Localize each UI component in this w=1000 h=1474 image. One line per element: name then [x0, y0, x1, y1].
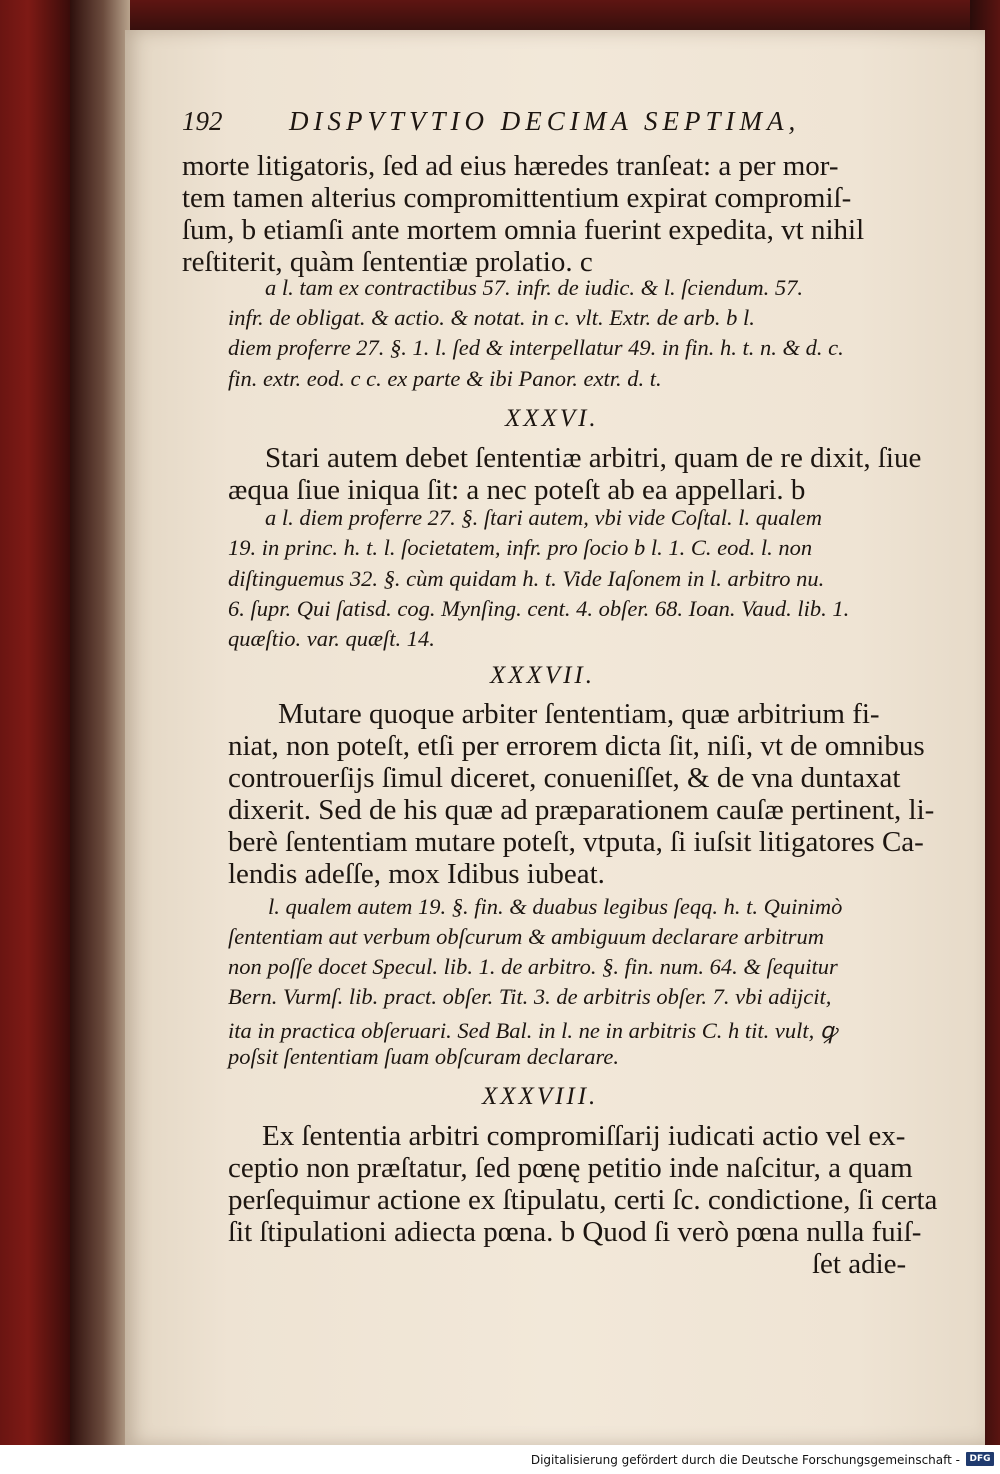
- text-line: perſequimur actione ex ſtipulatu, certi ſc. condictione, ſi certa: [228, 1184, 938, 1216]
- section-heading: XXXVIII.: [482, 1083, 599, 1110]
- note-line: l. qualem autem 19. §. fin. & duabus legibus ſeqq. h. t. Quinimò: [268, 894, 843, 919]
- note-line: fin. extr. eod. c c. ex parte & ibi Panor. extr. d. t.: [228, 366, 662, 391]
- note-line: ita in practica obſeruari. Sed Bal. in l. ne in arbitris C. h tit. vult, ꝙ: [228, 1018, 837, 1043]
- page-header: [182, 106, 832, 146]
- text-line: ſum, b etiamſi ante mortem omnia fuerint expedita, vt nihil: [182, 214, 865, 246]
- section-heading: XXXVI.: [505, 405, 599, 432]
- text-line: tem tamen alterius compromittentium expirat compromiſ-: [182, 182, 852, 214]
- note-line: a l. diem proferre 27. §. ſtari autem, vbi vide Coſtal. l. qualem: [265, 505, 823, 530]
- note-line: a l. tam ex contractibus 57. infr. de iudic. & l. ſciendum. 57.: [265, 275, 804, 300]
- note-line: Bern. Vurmſ. lib. pract. obſer. Tit. 3. de arbitris obſer. 7. vbi adijcit,: [228, 984, 832, 1009]
- page-number: 192: [182, 106, 223, 136]
- funding-credit: Digitalisierung gefördert durch die Deutsche Forschungsgemeinschaft -: [530, 1453, 960, 1467]
- section-heading: XXXVII.: [490, 662, 595, 689]
- text-line: niat, non poteſt, etſi per errorem dicta ſit, niſi, vt de omnibus: [228, 730, 925, 762]
- catchword: ſet adie-: [812, 1248, 907, 1280]
- note-line: poſsit ſententiam ſuam obſcuram declarare.: [228, 1044, 619, 1069]
- note-line: ſententiam aut verbum obſcurum & ambiguum declarare arbitrum: [228, 924, 824, 949]
- note-line: non poſſe docet Specul. lib. 1. de arbitro. §. fin. num. 64. & ſequitur: [228, 954, 838, 979]
- text-line: morte litigatoris, ſed ad eius hæredes tranſeat: a per mor-: [182, 150, 839, 182]
- text-line: ſit ſtipulationi adiecta pœna. b Quod ſi verò pœna nulla fuiſ-: [228, 1216, 922, 1248]
- text-line: Stari autem debet ſententiæ arbitri, quam de re dixit, ſiue: [265, 442, 922, 474]
- text-line: Mutare quoque arbiter ſententiam, quæ arbitrium fi-: [278, 698, 880, 730]
- text-line: Ex ſententia arbitri compromiſſarij iudicati actio vel ex-: [262, 1120, 906, 1152]
- text-line: ceptio non præſtatur, ſed pœnę petitio inde naſcitur, a quam: [228, 1152, 913, 1184]
- text-line: dixerit. Sed de his quæ ad præparationem cauſæ pertinent, li-: [228, 794, 935, 826]
- text-line: berè ſententiam mutare poteſt, vtputa, ſi iuſsit litigatores Ca-: [228, 826, 924, 858]
- note-line: infr. de obligat. & actio. & notat. in c. vlt. Extr. de arb. b l.: [228, 305, 755, 330]
- note-line: diem proferre 27. §. 1. l. ſed & interpellatur 49. in fin. h. t. n. & d. c.: [228, 335, 844, 360]
- running-title: DISPVTVTIO DECIMA SEPTIMA,: [289, 106, 801, 136]
- text-line: reſtiterit, quàm ſententiæ prolatio. c: [182, 246, 593, 278]
- dfg-logo: DFG: [966, 1452, 994, 1466]
- note-line: quæſtio. var. quæſt. 14.: [228, 626, 435, 651]
- note-line: 19. in princ. h. t. l. ſocietatem, infr. pro ſocio b l. 1. C. eod. l. non: [228, 535, 813, 560]
- note-line: diſtinguemus 32. §. cùm quidam h. t. Vide Iaſonem in l. arbitro nu.: [228, 566, 825, 591]
- text-line: controuerſijs ſimul diceret, conueniſſet, & de vna duntaxat: [228, 762, 901, 794]
- note-line: 6. ſupr. Qui ſatisd. cog. Mynſing. cent. 4. obſer. 68. Ioan. Vaud. lib. 1.: [228, 596, 850, 621]
- text-line: lendis adeſſe, mox Idibus iubeat.: [228, 858, 605, 890]
- digitization-footer: [0, 1445, 1000, 1474]
- text-line: æqua ſiue iniqua ſit: a nec poteſt ab ea appellari. b: [228, 474, 806, 506]
